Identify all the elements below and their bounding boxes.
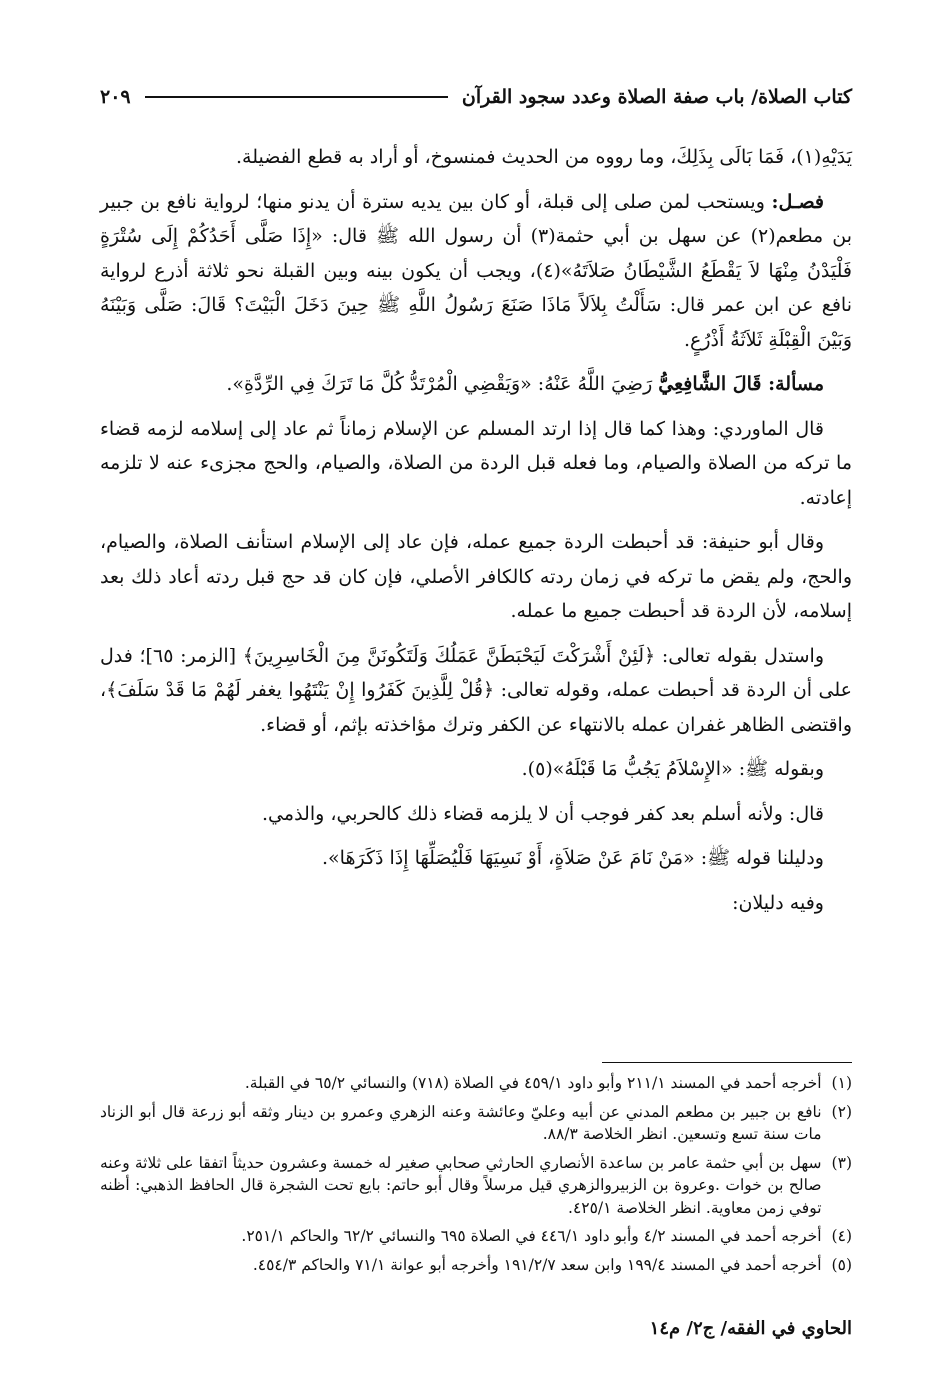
header-title: كتاب الصلاة/ باب صفة الصلاة وعدد سجود القرآن <box>461 86 852 108</box>
footnotes <box>100 1072 852 1282</box>
running-header <box>100 86 852 108</box>
footnote-text: أخرجه أحمد في المسند ٢١١/١ وأبو داود ٤٥٩/١ في الصلاة (٧١٨) والنسائي ٦٥/٢ في القبلة. <box>244 1074 822 1092</box>
footnote-number: (٢) <box>831 1102 852 1121</box>
paragraph-2 <box>100 185 852 358</box>
footnote-number: (١) <box>831 1074 852 1092</box>
header-rule <box>145 96 448 98</box>
main-text <box>100 140 852 930</box>
footnote-number: (٤) <box>831 1227 852 1245</box>
paragraph-3 <box>100 367 852 402</box>
footnote <box>100 1254 852 1277</box>
paragraph-10: وفيه دليلان: <box>732 891 824 914</box>
paragraph-6: واستدل بقوله تعالى: ﴿لَئِنْ أَشْرَكْتَ لَيَحْبَطَنَّ عَمَلُكَ وَلَتَكُونَنَّ مِنَ الْخَاسِرِينَ﴾ [الزمر: ٦٥]؛ فدل على أن الردة قد أحبطت عمله، وقوله تعالى: ﴿قُلْ لِلَّذِينَ كَفَرُوا إِنْ يَنْتَهُوا يغفر لَهُمْ مَا قَدْ سَلَفَ﴾، واقتضى الظاهر غفران عمله بالانتهاء عن الكفر وترك مؤاخذته بإثم، أو قضاء. <box>100 644 852 736</box>
section-label: فصـل: <box>771 190 824 213</box>
footnote <box>100 1072 852 1095</box>
footnote-text: أخرجه أحمد في المسند ٤/٢ وأبو داود ٤٤٦/١ في الصلاة ٦٩٥ والنسائي ٦٢/٢ والحاكم ٢٥١/١. <box>241 1227 822 1245</box>
footnote-number: (٣) <box>831 1153 852 1172</box>
paragraph-7: وبقوله ﷺ: «الإِسْلاَمُ يَجُبُّ مَا قَبْلَهُ»(٥). <box>521 758 824 780</box>
issue-label: مسألة: قَالَ الشَّافِعِيُّ <box>658 373 824 395</box>
paragraph-5: وقال أبو حنيفة: قد أحبطت الردة جميع عمله، فإن عاد إلى الإسلام استأنف الصلاة، والصيام، والحج، ولم يقض ما تركه في زمان ردته كالكافر الأصلي، فإن كان قد حج قبل ردته أعاد ذلك بعد إسلامه، لأن الردة قد أحبطت جميع ما عمله. <box>100 531 852 622</box>
paragraph-3-text: رَضِيَ اللَّهُ عَنْهُ: «وَيَقْضِي الْمُرْتَدُّ كُلَّ مَا تَرَكَ فِي الرِّدَّةِ». <box>226 373 653 395</box>
paragraph-2-text: ويستحب لمن صلى إلى قبلة، أو كان بين يديه سترة أن يدنو منها؛ لرواية نافع بن جبير بن مطعم(٢) عن سهل بن أبي حثمة(٣) أن رسول الله ﷺ قال: «إِذَا صَلَّى أَحَدُكُمْ إِلَى سُتْرَةٍ فَلْيَدْنُ مِنْهَا لاَ يَقْطَعُ الشَّيْطَانُ صَلاَتَهُ»(٤)، ويجب أن يكون بينه وبين القبلة نحو ثلاثة أذرع لرواية نافع عن ابن عمر قال: سَأَلْتُ بِلاَلاً مَاذَا صَنَعَ رَسُولُ اللَّهِ ﷺ حِينَ دَخَلَ الْبَيْتَ؟ قَالَ: صَلَّى وَبَيْنَهُ وَبَيْنَ الْقِبْلَةِ ثَلاَثَةُ أَذْرُعٍ. <box>100 190 852 351</box>
footnote-rule <box>602 1062 852 1063</box>
footnote <box>100 1225 852 1248</box>
footnote-text: نافع بن جبير بن مطعم المدني عن أبيه وعليّ وعائشة وعنه الزهري وعمرو بن دينار وثقه أبو زرعة قال أبو الزناد مات سنة تسع وتسعين. انظر الخلاصة ٨٨/٣. <box>100 1102 822 1143</box>
signature-footer: الحاوي في الفقه/ ج٢/ م١٤ <box>649 1318 852 1339</box>
paragraph-4: قال الماوردي: وهذا كما قال إذا ارتد المسلم عن الإسلام زماناً ثم عاد إلى إسلامه لزمه قضاء ما تركه من الصلاة والصيام، وما فعله قبل الردة من الصلاة، والصيام، والحج مجزىء عنه لا تلزمه إعادته. <box>100 417 852 509</box>
footnote <box>100 1152 852 1220</box>
footnote-number: (٥) <box>831 1255 852 1274</box>
footnote-text: سهل بن أبي حثمة عامر بن ساعدة الأنصاري الحارثي صحابي صغير له خمسة وعشرون حديثاً اتفقا على ثلاثة وعنه صالح بن خوات .وعروة بن الزبيروالزهري قيل مرسلاً وقال أبو حاتم: بايع تحت الشجرة قال الحافظ الذهبي: أظنه توفي زمن معاوية. انظر الخلاصة ٤٢٥/١. <box>100 1153 822 1217</box>
paragraph-1: يَدَيْهِ(١)، فَمَا بَالَى بِذَلِكَ، وما رووه من الحديث فمنسوخ، أو أراد به قطع الفضيلة. <box>236 146 852 168</box>
footnote <box>100 1101 852 1146</box>
page-number: ٢٠٩ <box>100 86 131 108</box>
footnote-text: أخرجه أحمد في المسند ١٩٩/٤ وابن سعد ١٩١/٢/٧ وأخرجه أبو عوانة ٧١/١ والحاكم ٤٥٤/٣. <box>252 1255 822 1274</box>
paragraph-8: قال: ولأنه أسلم بعد كفر فوجب أن لا يلزمه قضاء ذلك كالحربي، والذمي. <box>262 802 824 825</box>
paragraph-9: ودليلنا قوله ﷺ: «مَنْ نَامَ عَنْ صَلاَةٍ، أَوْ نَسِيَهَا فَلْيُصَلِّهَا إِذَا ذَكَرَهَا». <box>322 847 824 869</box>
